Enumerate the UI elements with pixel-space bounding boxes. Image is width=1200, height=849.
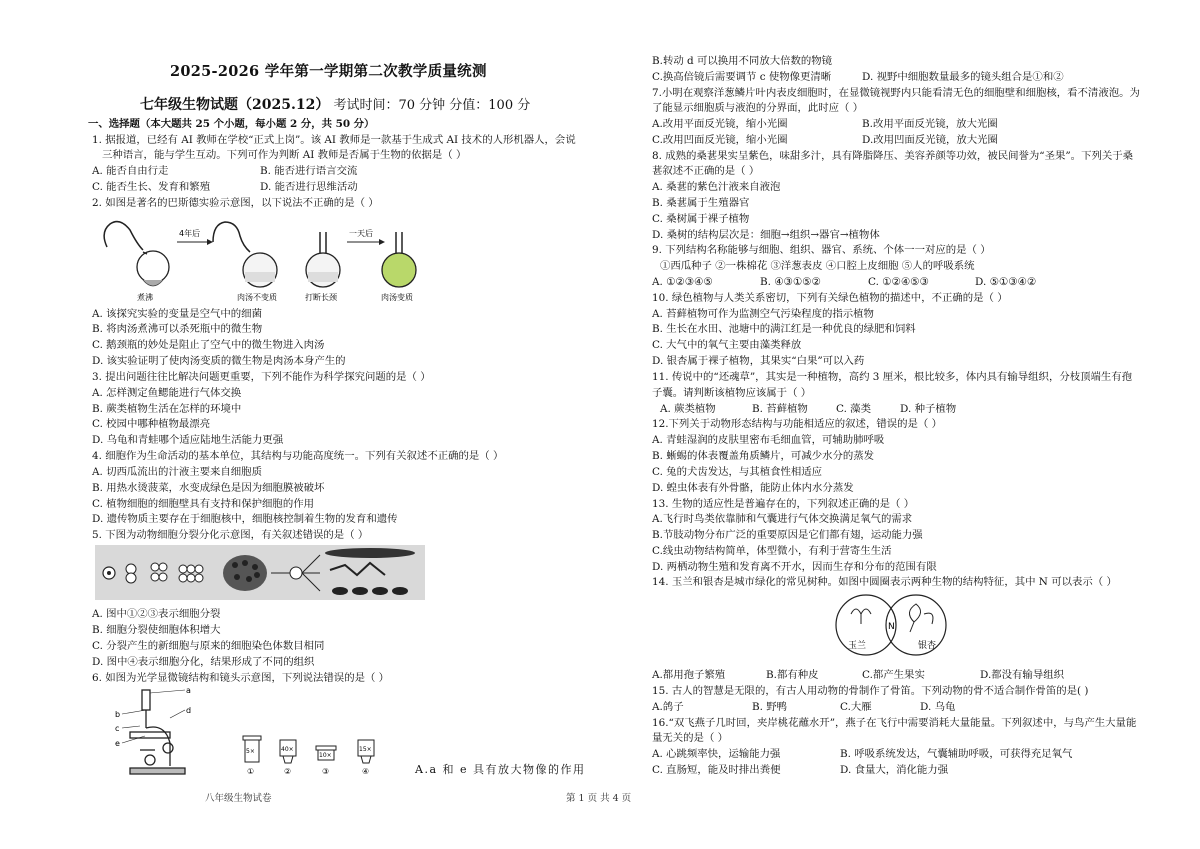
venn-label-n: N: [888, 622, 895, 632]
exam-title: 2025-2026 学年第一学期第二次教学质量统测: [170, 63, 487, 80]
q11-stem-line2: 子囊。请判断该植物应该属于（ ）: [652, 387, 812, 399]
q10-option-d: D. 银杏属于裸子植物，其果实“白果”可以入药: [652, 355, 865, 367]
q1-stem-line2: 三种语言，能与学生互动。下列可作为判断 AI 教师是否属于生物的依据是（ ）: [102, 149, 467, 161]
microscope-figure: [110, 688, 400, 783]
q4-option-c: C. 植物细胞的细胞壁具有支持和保护细胞的作用: [92, 498, 314, 510]
q6-option-d: D. 视野中细胞数量最多的镜头组合是①和②: [862, 71, 1064, 83]
section-heading: 一、选择题（本大题共 25 个小题，每小题 2 分，共 50 分）: [88, 118, 375, 130]
lens-2: [280, 740, 296, 776]
lens-1: [243, 736, 261, 776]
q3-option-d: D. 乌龟和青蛙哪个适应陆地生活能力更强: [92, 434, 284, 446]
q9-option-b: B. ④③①⑤②: [760, 276, 821, 288]
q10-stem: 10. 绿色植物与人类关系密切，下列有关绿色植物的描述中，不正确的是（ ）: [652, 292, 1008, 304]
q12-option-d: D. 蝗虫体表有外骨骼，能防止体内水分蒸发: [652, 482, 854, 494]
q14-option-c: C.都产生果实: [862, 669, 925, 681]
svg-text:④: ④: [362, 767, 370, 776]
q12-option-a: A. 青蛙湿润的皮肤里密布毛细血管，可辅助肺呼吸: [652, 434, 885, 446]
q8-stem-line2: 葚叙述不正确的是（ ）: [652, 165, 760, 177]
q2-option-c: C. 鹅颈瓶的妙处是阻止了空气中的微生物进入肉汤: [92, 339, 325, 351]
q9-stem: 9. 下列结构名称能够与细胞、组织、器官、系统、个体一一对应的是（ ）: [652, 244, 991, 256]
fig2-caption-break-neck: 打断长颈: [305, 293, 337, 302]
pasteur-experiment-figure: [95, 212, 435, 302]
flask-broken-neck: [306, 232, 340, 287]
q3-option-c: C. 校园中哪种植物最漂亮: [92, 418, 211, 430]
q4-option-a: A. 切西瓜流出的汁液主要来自细胞质: [92, 466, 262, 478]
q8-option-b: B. 桑葚属于生殖器官: [652, 197, 750, 209]
svg-text:15×: 15×: [359, 746, 372, 753]
q8-option-a: A. 桑葚的紫色汁液来自液泡: [652, 181, 781, 193]
q9-option-c: C. ①②④⑤③: [868, 276, 929, 288]
q16-option-b: B. 呼吸系统发达，气囊辅助呼吸，可获得充足氧气: [840, 748, 1073, 760]
label-d: d: [186, 706, 192, 715]
q13-stem: 13. 生物的适应性是普遍存在的，下列叙述正确的是（ ）: [652, 498, 915, 510]
q14-option-a: A.都用孢子繁殖: [652, 669, 726, 681]
q5-option-d: D. 图中④表示细胞分化，结果形成了不同的组织: [92, 656, 315, 668]
venn-diagram-figure: [826, 592, 958, 658]
q2-option-b: B. 将肉汤煮沸可以杀死瓶中的微生物: [92, 323, 263, 335]
q4-stem: 4. 细胞作为生命活动的基本单位，其结构与功能高度统一。下列有关叙述不正确的是（ ）: [92, 450, 504, 462]
flask-boiling: [104, 222, 169, 286]
q1-option-a: A. 能否自由行走: [92, 165, 169, 177]
footer-left: 八年级生物试卷: [205, 793, 272, 804]
q1-option-b: B. 能否进行语言交流: [260, 165, 358, 177]
label-e: e: [115, 739, 120, 748]
svg-text:①: ①: [247, 767, 255, 776]
q5-option-c: C. 分裂产生的新细胞与原来的细胞染色体数目相同: [92, 640, 325, 652]
subtitle-main: 七年级生物试题（2025.12）: [140, 97, 330, 113]
q15-option-b: B. 野鸭: [752, 701, 788, 713]
q7-option-b: B.改用平面反光镜，放大光圈: [862, 118, 998, 130]
q5-option-a: A. 图中①②③表示细胞分裂: [92, 608, 221, 620]
q12-option-b: B. 蜥蜴的体表覆盖角质鳞片，可减少水分的蒸发: [652, 450, 875, 462]
q3-option-b: B. 蕨类植物生活在怎样的环境中: [92, 403, 242, 415]
q15-option-d: D. 乌龟: [920, 701, 956, 713]
cell-division-figure: [95, 545, 425, 600]
q12-stem: 12.下列关于动物形态结构与功能相适应的叙述，错误的是（ ）: [652, 418, 942, 430]
q2-option-a: A. 该探究实验的变量是空气中的细菌: [92, 308, 262, 320]
lens-3: [316, 746, 336, 776]
q16-stem-line2: 量无关的是（ ）: [652, 732, 729, 744]
q13-option-d: D. 两栖动物生殖和发育离不开水，因而生存和分布的范围有限: [652, 561, 937, 573]
q16-stem-line1: 16.“双飞燕子几时回，夹岸桃花蘸水开”，燕子在飞行中需要消耗大量能量。下列叙述中，与鸟产生大量能: [652, 717, 1137, 729]
fig2-caption-boil: 煮沸: [137, 293, 153, 302]
fig2-caption-spoiled: 肉汤变质: [381, 293, 413, 302]
q5-stem: 5. 下图为动物细胞分裂分化示意图，有关叙述错误的是（ ）: [92, 529, 369, 541]
q16-option-a: A. 心跳频率快，运输能力强: [652, 748, 781, 760]
q7-stem-line1: 7.小明在观察洋葱鳞片叶内表皮细胞时，在显微镜视野内只能看清无色的细胞壁和细胞核，看不清液泡。为: [652, 87, 1140, 99]
svg-text:5×: 5×: [246, 748, 255, 755]
q8-option-d: D. 桑树的结构层次是：细胞→组织→器官→植物体: [652, 229, 880, 241]
svg-text:10×: 10×: [319, 752, 332, 759]
q13-option-c: C.线虫动物结构简单，体型微小，有利于营寄生生活: [652, 545, 892, 557]
q6-option-c: C.换高倍镜后需要调节 c 使物像更清晰: [652, 71, 832, 83]
q8-stem-line1: 8. 成熟的桑葚果实呈紫色，味甜多汁，具有降脂降压、美容养颜等功效，被民间誉为“圣果”。下列关于桑: [652, 150, 1134, 162]
q3-stem: 3. 提出问题往往比解决问题更重要，下列不能作为科学探究问题的是（ ）: [92, 371, 431, 383]
svg-text:40×: 40×: [281, 746, 294, 753]
q7-stem-line2: 了能显示细胞质与液泡的分界面，此时应（ ）: [652, 102, 864, 114]
venn-label-magnolia: 玉兰: [848, 641, 867, 651]
q10-option-c: C. 大气中的氧气主要由藻类释放: [652, 339, 802, 351]
q11-stem-line1: 11. 传说中的“还魂草”，其实是一种植物，高约 3 厘米，根比较多，体内具有输导组织，分枝顶端生有孢: [652, 371, 1133, 383]
q10-option-a: A. 苔藓植物可作为监测空气污染程度的指示植物: [652, 308, 874, 320]
microscope-drawing: [130, 690, 185, 774]
ginkgo-leaf-icon: [909, 604, 933, 632]
svg-text:③: ③: [322, 767, 330, 776]
q14-option-d: D.都没有输导组织: [980, 669, 1064, 681]
q2-stem: 2. 如图是著名的巴斯德实验示意图，以下说法不正确的是（ ）: [92, 197, 379, 209]
q13-option-a: A.飞行时鸟类依靠肺和气囊进行气体交换满足氧气的需求: [652, 513, 913, 525]
q5-option-b: B. 细胞分裂使细胞体积增大: [92, 624, 221, 636]
q10-option-b: B. 生长在水田、池塘中的满江红是一种优良的绿肥和饲料: [652, 323, 916, 335]
q15-option-c: C.大雁: [840, 701, 872, 713]
q9-option-d: D. ⑤①③④②: [975, 276, 1037, 288]
q15-stem: 15. 古人的智慧是无限的，有古人用动物的骨制作了骨笛。下列动物的骨不适合制作骨笛的是( ): [652, 685, 1089, 697]
label-c: c: [115, 724, 120, 733]
q1-option-d: D. 能否进行思维活动: [260, 181, 358, 193]
flask-spoiled: [382, 232, 416, 287]
footer-page-number: 第 1 页 共 4 页: [566, 793, 632, 804]
subtitle-info: 考试时间：70 分钟 分值：100 分: [333, 98, 531, 113]
q13-option-b: B.节肢动物分布广泛的重要原因是它们都有翅，运动能力强: [652, 529, 923, 541]
q7-option-c: C.改用凹面反光镜，缩小光圈: [652, 134, 788, 146]
label-b: b: [115, 710, 121, 719]
q6-option-b: B.转动 d 可以换用不同放大倍数的物镜: [652, 55, 833, 67]
q16-option-c: C. 直肠短，能及时排出粪便: [652, 764, 781, 776]
q1-option-c: C. 能否生长、发育和繁殖: [92, 181, 211, 193]
q14-option-b: B.都有种皮: [766, 669, 819, 681]
svg-text:②: ②: [284, 767, 292, 776]
q11-option-a: A. 蕨类植物: [660, 403, 716, 415]
q8-option-c: C. 桑树属于裸子植物: [652, 213, 750, 225]
label-a: a: [186, 688, 191, 695]
q14-stem: 14. 玉兰和银杏是城市绿化的常见树种。如图中圆圈表示两种生物的结构特征，其中 N 可以表示（ ）: [652, 576, 1117, 588]
exam-subtitle: [140, 94, 530, 114]
q2-option-d: D. 该实验证明了使肉汤变质的微生物是肉汤本身产生的: [92, 355, 346, 367]
venn-label-ginkgo: 银杏: [918, 641, 937, 651]
flask-swan-neck: [213, 222, 277, 287]
q15-option-a: A.鸽子: [652, 701, 684, 713]
q9-items: ①西瓜种子 ②一株棉花 ③洋葱表皮 ④口腔上皮细胞 ⑤人的呼吸系统: [660, 260, 975, 272]
fig2-caption-not-spoiled: 肉汤不变质: [237, 293, 277, 302]
fig2-label-oneday: 一天后: [349, 229, 373, 238]
fig2-label-4years: 4年后: [179, 229, 201, 238]
q4-option-b: B. 用热水烫菠菜，水变成绿色是因为细胞膜被破坏: [92, 482, 325, 494]
q6-option-a: A.a 和 e 具有放大物像的作用: [415, 763, 586, 776]
q12-option-c: C. 兔的犬齿发达，与其植食性相适应: [652, 466, 823, 478]
q11-option-b: B. 苔藓植物: [752, 403, 808, 415]
q9-option-a: A. ①②③④⑤: [652, 276, 713, 288]
q3-option-a: A. 怎样测定鱼鳃能进行气体交换: [92, 387, 242, 399]
q1-stem-line1: 1. 据报道，已经有 AI 教师在学校“正式上岗”。该 AI 教师是一款基于生成式 AI 技术的人形机器人，会说: [92, 134, 576, 146]
lens-4: [358, 740, 374, 776]
q6-stem: 6. 如图为光学显微镜结构和镜头示意图，下列说法错误的是（ ）: [92, 672, 390, 684]
q4-option-d: D. 遗传物质主要存在于细胞核中，细胞核控制着生物的发育和遗传: [92, 513, 398, 525]
q16-option-d: D. 食量大，消化能力强: [840, 764, 949, 776]
q11-option-d: D. 种子植物: [900, 403, 957, 415]
q11-option-c: C. 藻类: [836, 403, 871, 415]
q7-option-a: A.改用平面反光镜，缩小光圈: [652, 118, 788, 130]
q7-option-d: D.改用凹面反光镜，放大光圈: [862, 134, 998, 146]
